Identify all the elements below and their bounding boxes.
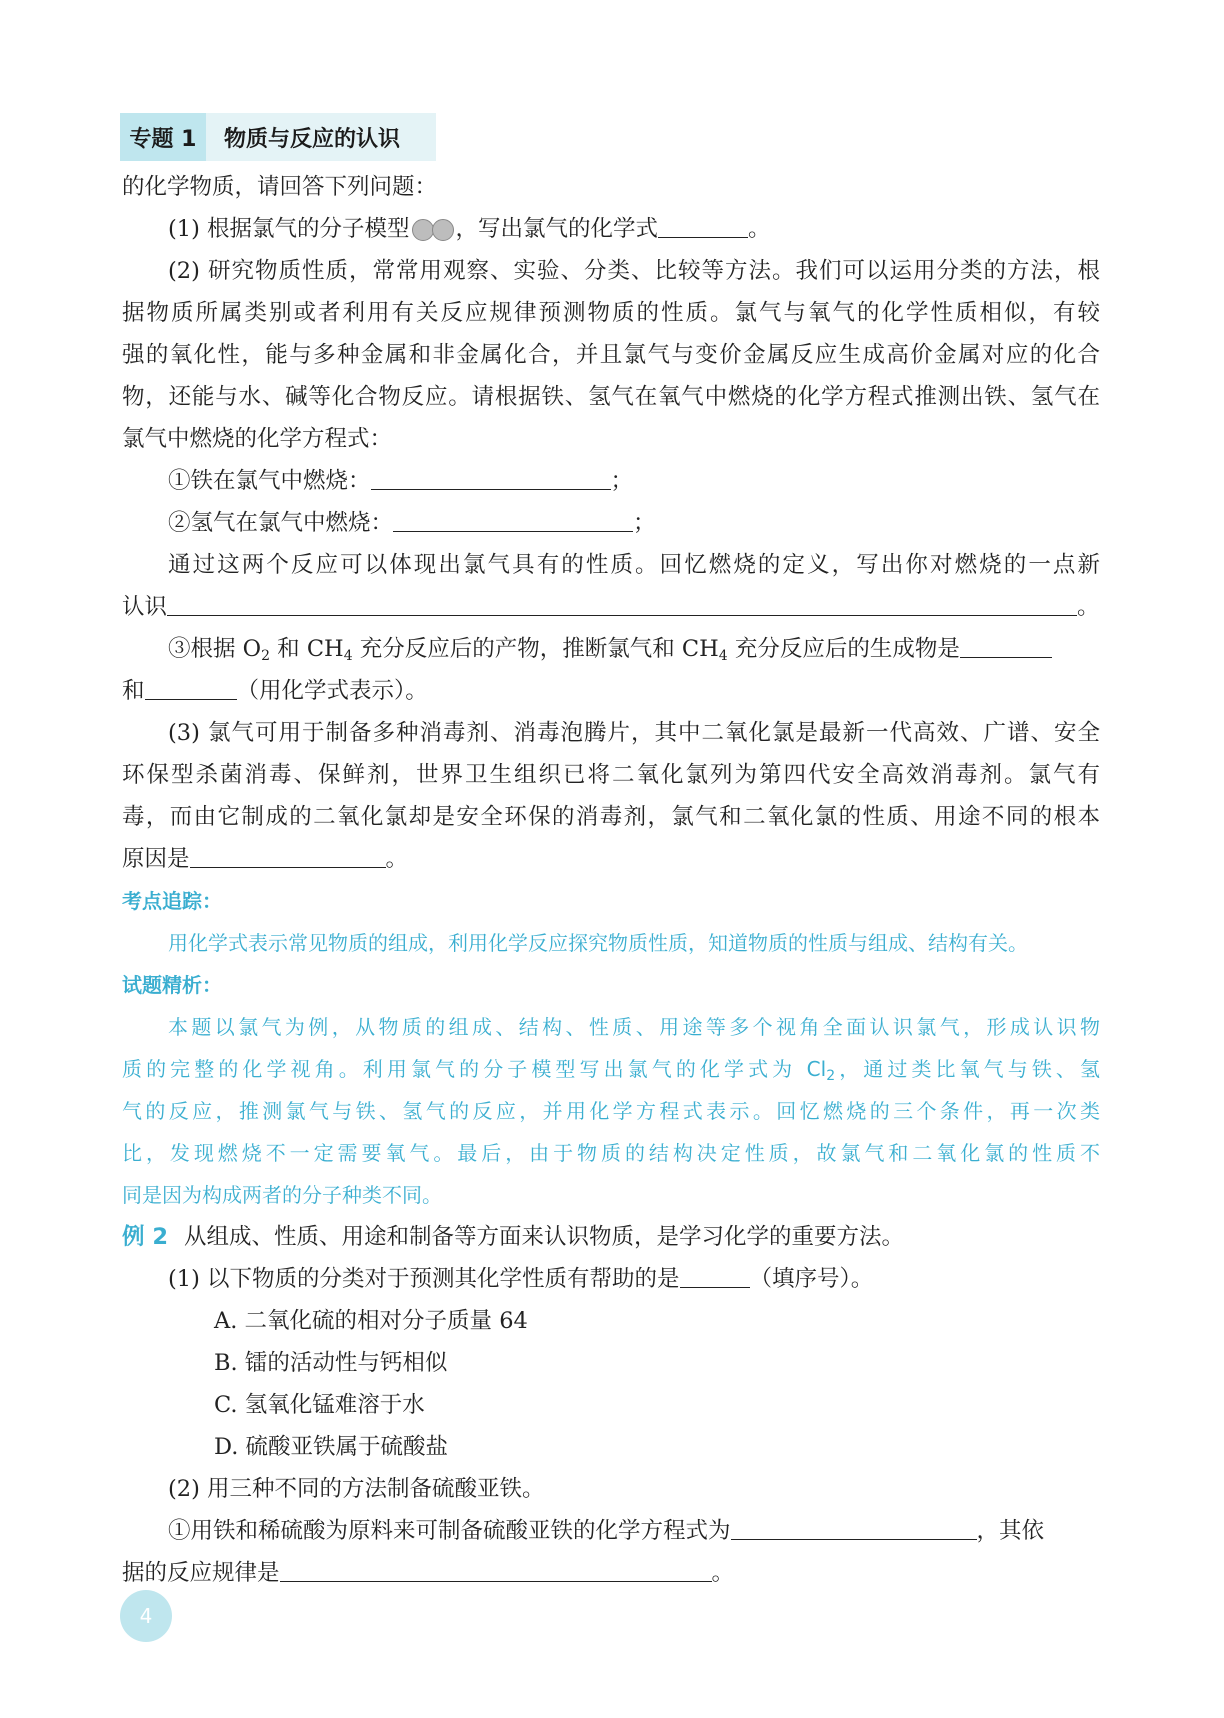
answer-blank[interactable] xyxy=(731,1513,977,1540)
text: 和 xyxy=(122,678,145,704)
methane-line xyxy=(122,628,1100,670)
text: (1) 根据氯气的分子模型 xyxy=(168,216,410,242)
analysis-line: 气的反应，推测氯气与铁、氢气的反应，并用化学方程式表示。回忆燃烧的三个条件，再一次类 xyxy=(122,1099,1100,1123)
text: （用化学式表示）。 xyxy=(236,678,428,704)
text: 原因是 xyxy=(122,846,190,872)
text-line: 通过这两个反应可以体现出氯气具有的性质。回忆燃烧的定义，写出你对燃烧的一点新 xyxy=(168,552,1100,578)
analysis-line xyxy=(122,1048,1100,1090)
topic-label: 专题 1 xyxy=(120,113,206,161)
answer-blank[interactable] xyxy=(960,631,1052,658)
text: ，通过类比氧气与铁、氢 xyxy=(835,1057,1101,1081)
text: ③根据 O xyxy=(168,636,262,662)
answer-blank[interactable] xyxy=(280,1555,712,1582)
combustion-line xyxy=(122,586,1100,628)
iron-equation-line xyxy=(122,460,1100,502)
kaodian-text: 用化学式表示常见物质的组成，利用化学反应探究物质性质，知道物质的性质与组成、结构有关。 xyxy=(168,931,1028,955)
text: ②氢气在氯气中燃烧： xyxy=(168,510,394,536)
text: ； xyxy=(633,510,656,536)
example-2-intro xyxy=(122,1216,1100,1258)
text-line: 的化学物质，请回答下列问题： xyxy=(122,174,438,200)
example-label: 例 2 xyxy=(122,1224,168,1250)
answer-blank[interactable] xyxy=(680,1261,750,1288)
text: 从组成、性质、用途和制备等方面来认识物质，是学习化学的重要方法。 xyxy=(184,1224,905,1250)
text: 。 xyxy=(385,846,409,872)
text: 据的反应规律是 xyxy=(122,1560,280,1586)
option-c: C. 氢氧化锰难溶于水 xyxy=(214,1392,425,1418)
text: 和 CH xyxy=(270,636,344,662)
option-b: B. 镭的活动性与钙相似 xyxy=(214,1350,448,1376)
text: 。 xyxy=(1077,594,1100,620)
text: 认识 xyxy=(122,594,168,620)
text: 。 xyxy=(748,216,771,242)
option-a: A. 二氧化硫的相对分子质量 64 xyxy=(214,1308,528,1334)
text-line: 据物质所属类别或者利用有关反应规律预测物质的性质。氯气与氧气的化学性质相似，有较 xyxy=(122,300,1100,326)
answer-blank[interactable] xyxy=(190,841,386,868)
text: ； xyxy=(610,468,634,494)
chlorine-molecule-model-icon xyxy=(412,219,454,241)
text-line: 强的氧化性，能与多种金属和非金属化合，并且氯气与变价金属反应生成高价金属对应的化合 xyxy=(122,342,1100,368)
page-number: 4 xyxy=(120,1590,172,1642)
text: ①用铁和稀硫酸为原料来可制备硫酸亚铁的化学方程式为 xyxy=(168,1518,731,1544)
text: ①铁在氯气中燃烧： xyxy=(168,468,371,494)
subscript: 4 xyxy=(718,648,728,664)
analysis-line: 同是因为构成两者的分子种类不同。 xyxy=(122,1183,442,1207)
analysis-line: 比，发现燃烧不一定需要氧气。最后，由于物质的结构决定性质，故氯气和二氧化氯的性质不 xyxy=(122,1141,1100,1165)
text: 。 xyxy=(711,1560,735,1586)
analysis-line: 本题以氯气为例，从物质的组成、结构、性质、用途等多个视角全面认识氯气，形成认识物 xyxy=(168,1015,1100,1039)
example-2-q2-1 xyxy=(122,1510,1100,1552)
answer-blank[interactable] xyxy=(145,673,237,700)
text: ，写出氯气的化学式 xyxy=(455,216,659,242)
example-2-q2: (2) 用三种不同的方法制备硫酸亚铁。 xyxy=(168,1476,545,1502)
jingxi-label: 试题精析： xyxy=(122,973,222,997)
answer-blank[interactable] xyxy=(371,463,611,490)
text-line: 氯气中燃烧的化学方程式： xyxy=(122,426,393,452)
example-2-q2-2 xyxy=(122,1552,1100,1594)
text: ，其依 xyxy=(976,1518,1045,1544)
reason-line xyxy=(122,838,1100,880)
subscript: 4 xyxy=(343,648,353,664)
subscript: 2 xyxy=(826,1068,836,1084)
text: （填序号）。 xyxy=(749,1266,874,1292)
text-line: (3) 氯气可用于制备多种消毒剂、消毒泡腾片，其中二氧化氯是最新一代高效、广谱、安全 xyxy=(168,720,1100,746)
text: 充分反应后的生成物是 xyxy=(727,636,960,662)
kaodian-label: 考点追踪： xyxy=(122,889,222,913)
answer-blank[interactable] xyxy=(393,505,633,532)
text: (1) 以下物质的分类对于预测其化学性质有帮助的是 xyxy=(168,1266,680,1292)
text: 质的完整的化学视角。利用氯气的分子模型写出氯气的化学式为 Cl xyxy=(122,1057,827,1081)
text-line: 毒，而由它制成的二氧化氯却是安全环保的消毒剂，氯气和二氧化氯的性质、用途不同的根本 xyxy=(122,804,1100,830)
example-2-q1 xyxy=(122,1258,1100,1300)
subscript: 2 xyxy=(261,648,271,664)
answer-blank[interactable] xyxy=(658,211,748,238)
topic-title: 物质与反应的认识 xyxy=(206,113,436,161)
products-line xyxy=(122,670,1100,712)
question-1-line xyxy=(122,208,1100,250)
option-d: D. 硫酸亚铁属于硫酸盐 xyxy=(214,1434,449,1460)
topic-header xyxy=(120,113,436,161)
text-line: 物，还能与水、碱等化合物反应。请根据铁、氢气在氧气中燃烧的化学方程式推测出铁、氢气在 xyxy=(122,384,1100,410)
text: 充分反应后的产物，推断氯气和 CH xyxy=(352,636,719,662)
hydrogen-equation-line xyxy=(122,502,1100,544)
text-line: 环保型杀菌消毒、保鲜剂，世界卫生组织已将二氧化氯列为第四代安全高效消毒剂。氯气有 xyxy=(122,762,1100,788)
text-line: (2) 研究物质性质，常常用观察、实验、分类、比较等方法。我们可以运用分类的方法，根 xyxy=(168,258,1100,284)
answer-blank[interactable] xyxy=(167,589,1077,616)
page-content xyxy=(122,166,1100,1594)
